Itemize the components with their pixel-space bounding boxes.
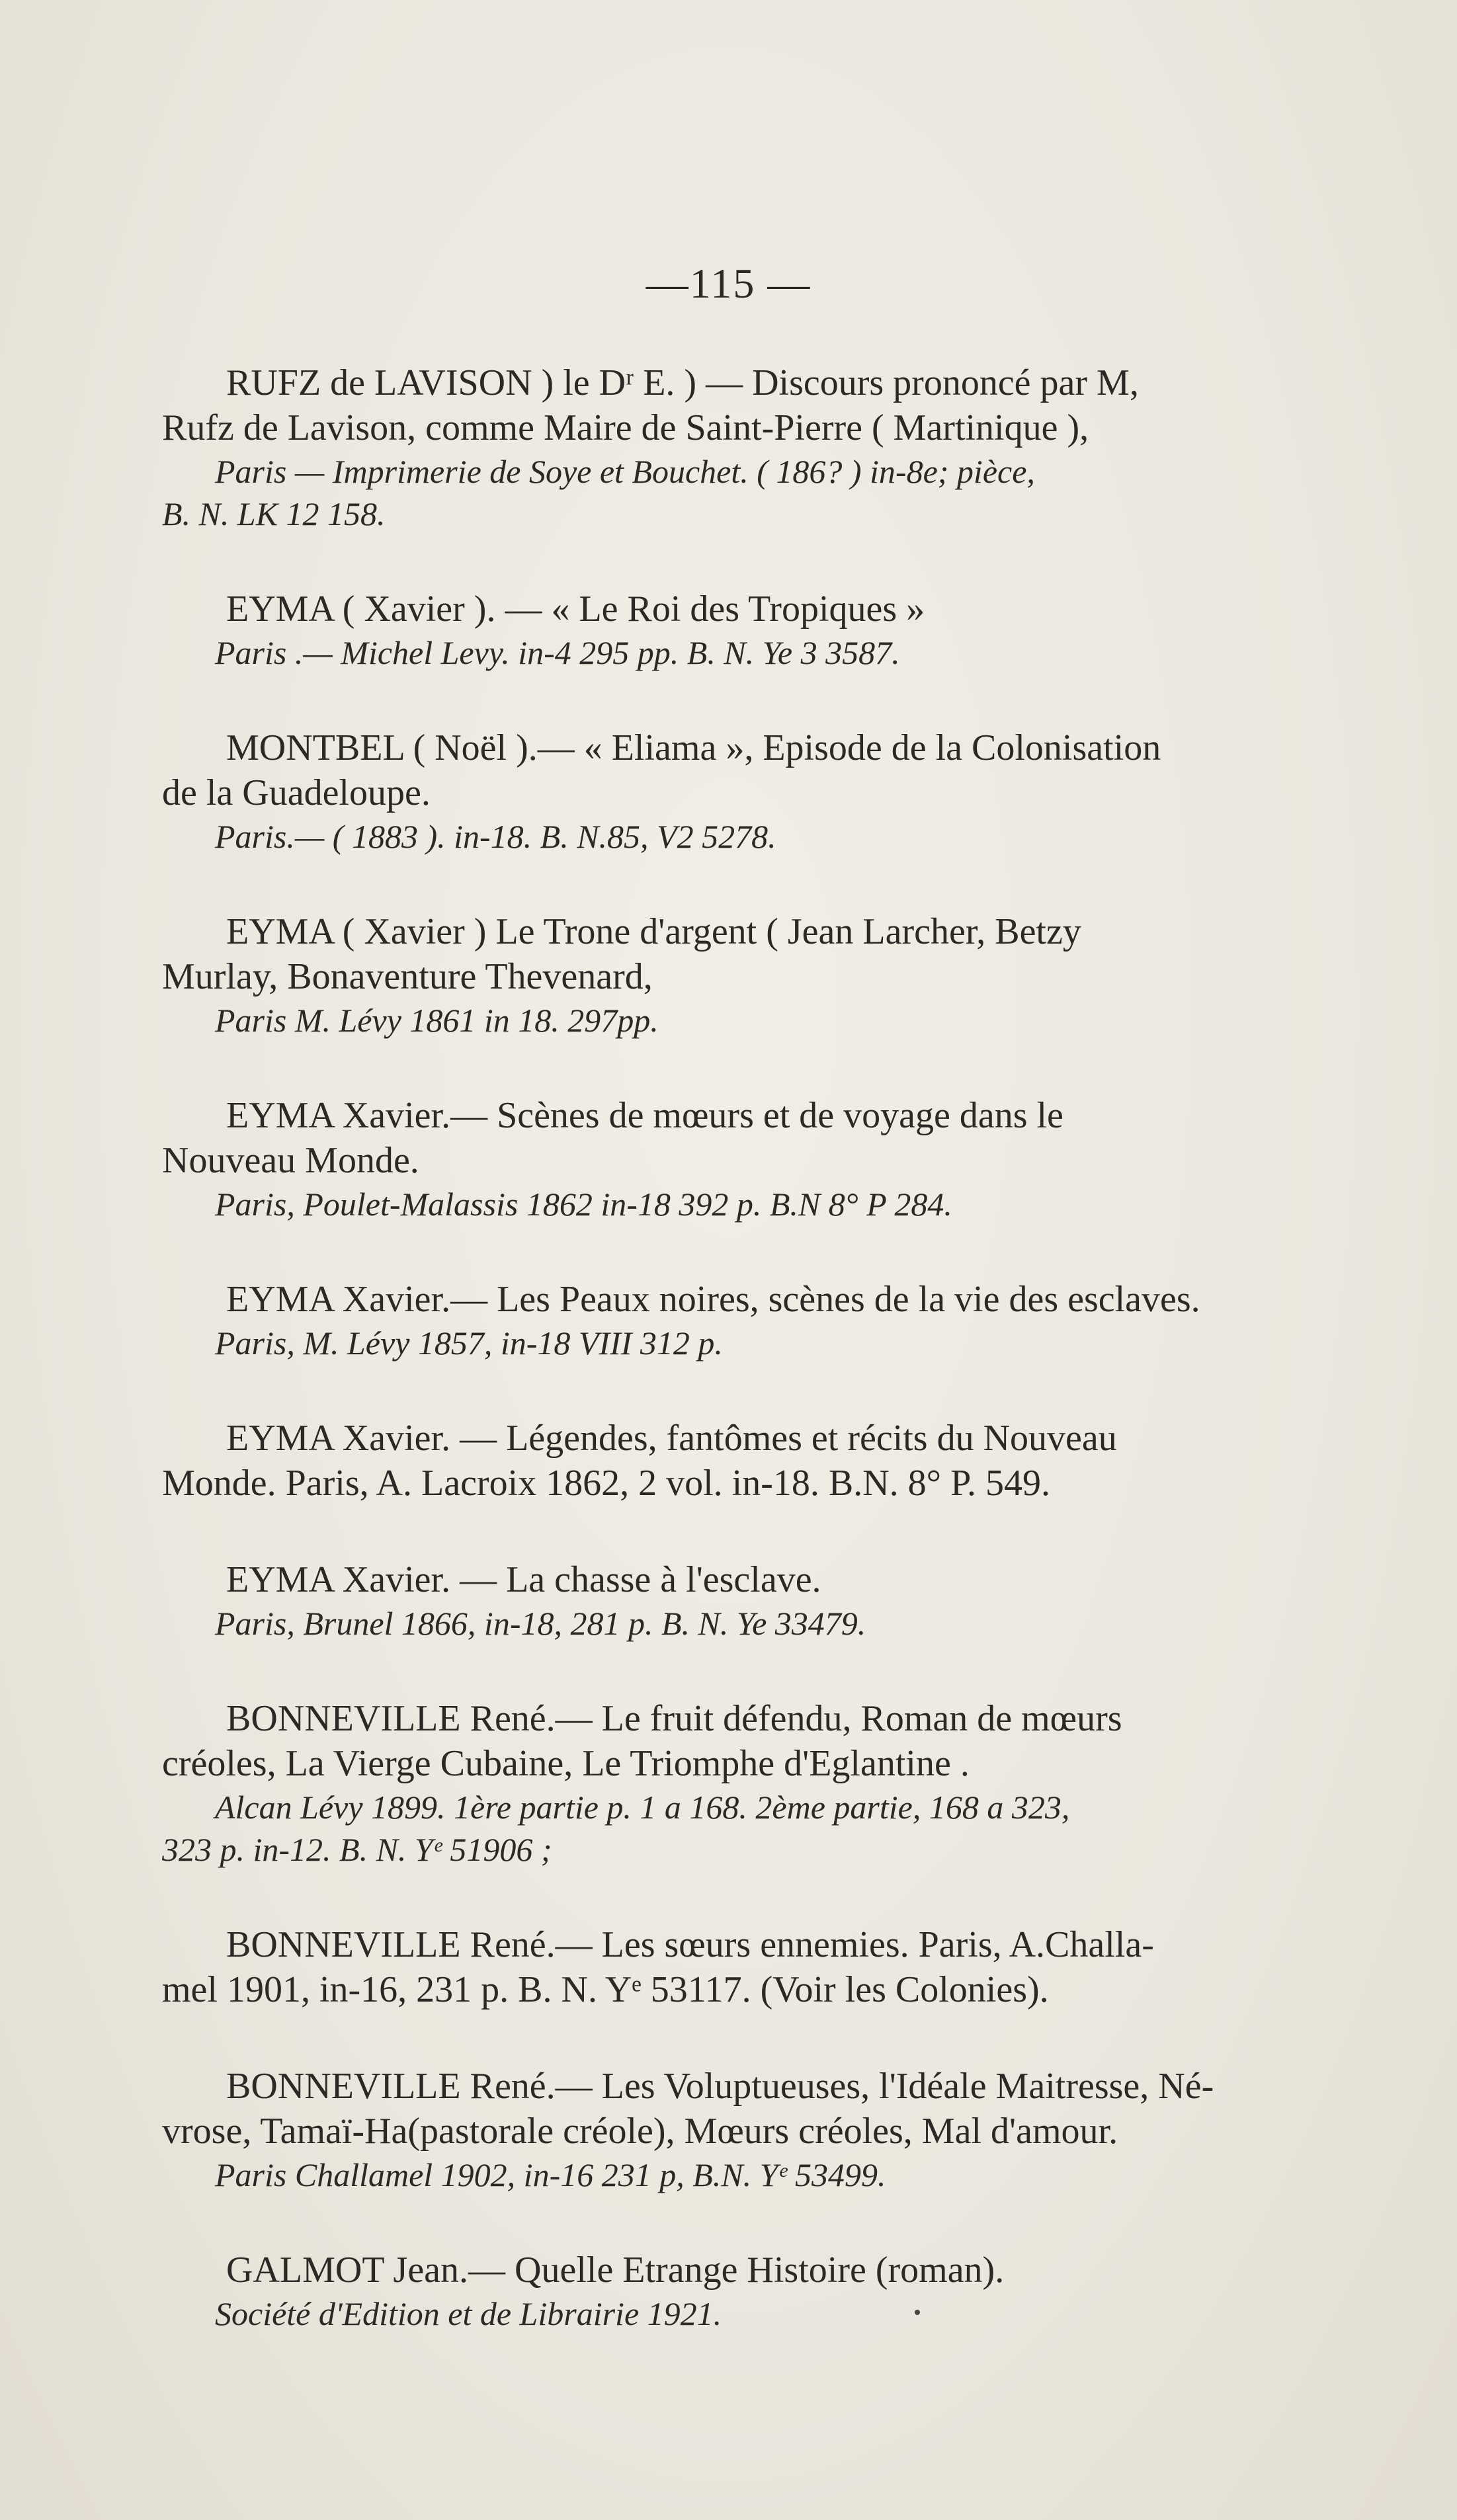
bibliography-entry xyxy=(162,1416,1300,1506)
bibliography-entry xyxy=(162,1277,1300,1364)
bibliography-list xyxy=(162,360,1300,2386)
entry-line: EYMA Xavier.— Scènes de mœurs et de voyage dans le xyxy=(226,1095,1063,1136)
entry-line: Rufz de Lavison, comme Maire de Saint-Pierre ( Martinique ), xyxy=(162,407,1089,448)
entry-line: EYMA ( Xavier ) Le Trone d'argent ( Jean Larcher, Betzy xyxy=(226,911,1081,952)
entry-imprint: Paris, Brunel 1866, in-18, 281 p. B. N. Ye 33479. xyxy=(215,1605,866,1642)
entry-line: BONNEVILLE René.— Les sœurs ennemies. Paris, A.Challa- xyxy=(226,1924,1154,1965)
entry-line: EYMA Xavier.— Les Peaux noires, scènes de la vie des esclaves. xyxy=(226,1279,1200,1320)
bibliography-entry xyxy=(162,1093,1300,1225)
ink-speck xyxy=(915,2310,920,2315)
entry-line: EYMA Xavier. — Légendes, fantômes et récits du Nouveau xyxy=(226,1418,1117,1459)
entry-line: Monde. Paris, A. Lacroix 1862, 2 vol. in-18. B.N. 8° P. 549. xyxy=(162,1463,1051,1504)
entry-line: Nouveau Monde. xyxy=(162,1140,419,1181)
entry-line: EYMA ( Xavier ). — « Le Roi des Tropiques » xyxy=(226,589,925,630)
entry-imprint: B. N. LK 12 158. xyxy=(162,495,386,532)
entry-imprint: Paris — Imprimerie de Soye et Bouchet. ( 186? ) in-8e; pièce, xyxy=(215,453,1035,490)
entry-imprint: Paris .— Michel Levy. in-4 295 pp. B. N. Ye 3 3587. xyxy=(215,634,900,671)
bibliography-entry xyxy=(162,1557,1300,1645)
entry-line: RUFZ de LAVISON ) le Dʳ E. ) — Discours prononcé par M, xyxy=(226,362,1139,403)
entry-line: créoles, La Vierge Cubaine, Le Triomphe d'Eglantine . xyxy=(162,1743,970,1784)
bibliography-entry xyxy=(162,1922,1300,2012)
entry-imprint: Alcan Lévy 1899. 1ère partie p. 1 a 168. 2ème partie, 168 a 323, xyxy=(215,1789,1070,1826)
entry-imprint: Paris M. Lévy 1861 in 18. 297pp. xyxy=(215,1002,659,1039)
entry-line: EYMA Xavier. — La chasse à l'esclave. xyxy=(226,1559,821,1600)
entry-imprint: Société d'Edition et de Librairie 1921. xyxy=(215,2295,722,2332)
bibliography-entry xyxy=(162,2064,1300,2196)
entry-imprint: Paris, Poulet-Malassis 1862 in-18 392 p. B.N 8° P 284. xyxy=(215,1186,952,1223)
entry-imprint: 323 p. in-12. B. N. Yᵉ 51906 ; xyxy=(162,1831,552,1868)
entry-line: Murlay, Bonaventure Thevenard, xyxy=(162,956,653,997)
bibliography-entry xyxy=(162,2248,1300,2335)
entry-imprint: Paris Challamel 1902, in-16 231 p, B.N. Yᵉ 53499. xyxy=(215,2156,886,2193)
bibliography-entry xyxy=(162,1696,1300,1871)
page-number: —115 — xyxy=(645,260,812,307)
bibliography-entry xyxy=(162,360,1300,535)
entry-imprint: Paris.— ( 1883 ). in-18. B. N.85, V2 5278. xyxy=(215,818,776,855)
entry-line: GALMOT Jean.— Quelle Etrange Histoire (roman). xyxy=(226,2250,1005,2291)
entry-line: vrose, Tamaï-Ha(pastorale créole), Mœurs créoles, Mal d'amour. xyxy=(162,2111,1118,2152)
entry-line: BONNEVILLE René.— Les Voluptueuses, l'Idéale Maitresse, Né- xyxy=(226,2066,1214,2107)
entry-imprint: Paris, M. Lévy 1857, in-18 VIII 312 p. xyxy=(215,1324,723,1362)
bibliography-entry xyxy=(162,725,1300,858)
entry-line: mel 1901, in-16, 231 p. B. N. Yᵉ 53117. (Voir les Colonies). xyxy=(162,1969,1049,2010)
entry-line: BONNEVILLE René.— Le fruit défendu, Roman de mœurs xyxy=(226,1698,1122,1739)
bibliography-entry xyxy=(162,587,1300,674)
entry-line: de la Guadeloupe. xyxy=(162,772,431,813)
bibliography-entry xyxy=(162,909,1300,1041)
entry-line: MONTBEL ( Noël ).— « Eliama », Episode de la Colonisation xyxy=(226,727,1161,768)
